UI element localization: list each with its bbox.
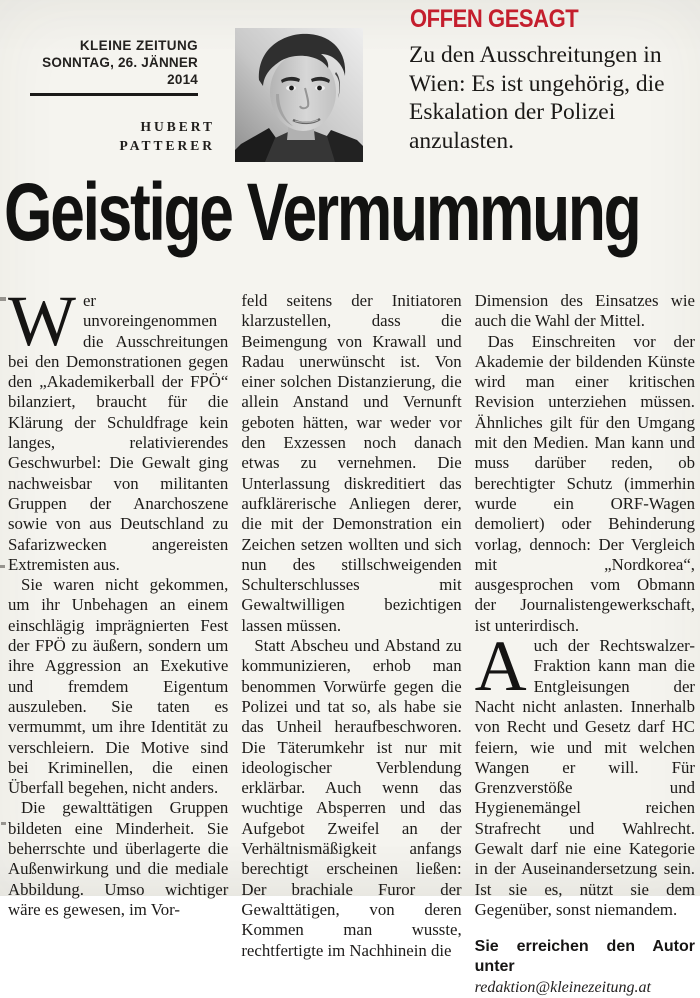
drop-cap-a: A — [474, 626, 527, 707]
issue-date: SONNTAG, 26. JÄNNER 2014 — [42, 55, 198, 87]
paragraph: Dimension des Einsatzes wie auch die Wahl der Mittel. — [474, 291, 695, 331]
masthead — [30, 37, 198, 96]
contact-label: Sie erreichen den Autor unter — [474, 938, 695, 976]
paragraph — [474, 626, 695, 920]
paragraph: feld seitens der Initiatoren klarzustellen, dass die Beimengung von Krawall und Radau unerwünscht ist. Von einer solchen Distanzierung, die allein Anstand und Vernunft geboten hätten, war weder vor den Exzessen noch danach etwas zu vernehmen. Die Unterlassung diskreditiert das aufklärerische Anliegen derer, die mit der Demonstration ein Zeichen setzen wollten und sich nun des stillschweigenden Schulterschlusses mit Gewaltwilligen bezichtigen lassen müssen. — [241, 291, 462, 635]
rubric-label: OFFEN GESAGT — [410, 5, 579, 33]
scan-artifact — [1, 822, 6, 825]
headline: Geistige Vermummung — [4, 167, 640, 258]
paragraph-text: er unvoreingenommen die Ausschreitungen bei den Demonstrationen gegen den „Akademikerball der FPÖ“ bilanziert, braucht für die Klärung der Schuldfrage kein langes, relativierendes Geschwurbel: Die Gewalt ging nachweisbar von militanten Gruppen der Anarchoszene sowie von aus Deutschland zu Safarizwecken angereisten Extremisten aus. — [8, 291, 229, 574]
author-photo — [235, 28, 363, 162]
paragraph: Sie waren nicht gekommen, um ihr Unbehagen an einem einschlägig imprägnierten Fest der FPÖ zu äußern, sondern um ihre Aggression an Exekutive und fremdem Eigentum auszuleben. Sie taten es vermummt, um ihre Identität zu verschleiern. Die Motive sind bei Kriminellen, die einen Überfall begehen, nicht anders. — [8, 575, 229, 798]
paragraph — [8, 281, 229, 575]
portrait-photo-graphic — [235, 28, 363, 162]
column-1 — [8, 281, 229, 998]
contact-email: redaktion@kleinezeitung.at — [474, 979, 651, 997]
paragraph: Statt Abscheu und Abstand zu kommunizieren, erhob man benommen Vorwürfe gegen die Polizei und tat so, als habe sie das Unheil heraufbeschworen. Die Täterumkehr ist nur mit ideologischer Verblendung erklärbar. Auch wenn das wuchtige Absperren und das Aufgebot Zweifel an der Verhältnismäßigkeit anfangs berechtigt erscheinen ließen: Der brachiale Furor der Gewalttätigen, von deren Kommen man wusste, rechtfertigte im Nachhinein die — [241, 636, 462, 960]
drop-cap-w: W — [8, 281, 76, 361]
author-name — [95, 117, 215, 155]
scan-artifact — [0, 565, 5, 568]
scan-artifact — [0, 297, 6, 301]
paragraph-text: uch der Rechtswalzer-Fraktion kann man die Entgleisungen der Nacht nicht anlasten. Innerhalb von Recht und Gesetz darf HC feiern, wie und mit welchen Wangen er will. Für Grenzverstöße und Hygienemängel reichen Strafrecht und Wahlrecht. Gewalt darf nie eine Kategorie in der Auseinandersetzung sein. Ist sie es, nützt sie dem Gegenüber, sonst niemandem. — [474, 636, 695, 919]
masthead-rule — [30, 93, 198, 96]
author-last-name: PATTERER — [119, 138, 215, 153]
publication-name: KLEINE ZEITUNG — [79, 38, 198, 53]
column-3 — [475, 291, 695, 998]
author-first-name: HUBERT — [140, 119, 215, 134]
column-2 — [241, 291, 461, 998]
paragraph: Die gewalttätigen Gruppen bildeten eine Minderheit. Sie beherrschte und überlagerte die Außenwirkung und die mediale Abbildung. Umso wichtiger wäre es gewesen, im Vor- — [8, 798, 229, 919]
teaser-text: Zu den Ausschreitungen in Wien: Es ist ungehörig, die Eskalation der Polizei anzulasten. — [409, 42, 665, 154]
author-contact — [475, 937, 695, 998]
article-body — [8, 281, 695, 998]
paragraph: Das Einschreiten vor der Akademie der bildenden Künste wird man einer kritischen Revision unterziehen müssen. Ähnliches gilt für den Umgang mit den Medien. Man kann und muss darüber reden, ob berechtigter Schutz (immerhin wurde ein ORF-Wagen demoliert) oder Behinderung vorlag, dennoch: Der Vergleich mit „Nordkorea“, ausgesprochen vom Obmann der Journalistengewerkschaft, ist unterirdisch. — [474, 331, 695, 635]
